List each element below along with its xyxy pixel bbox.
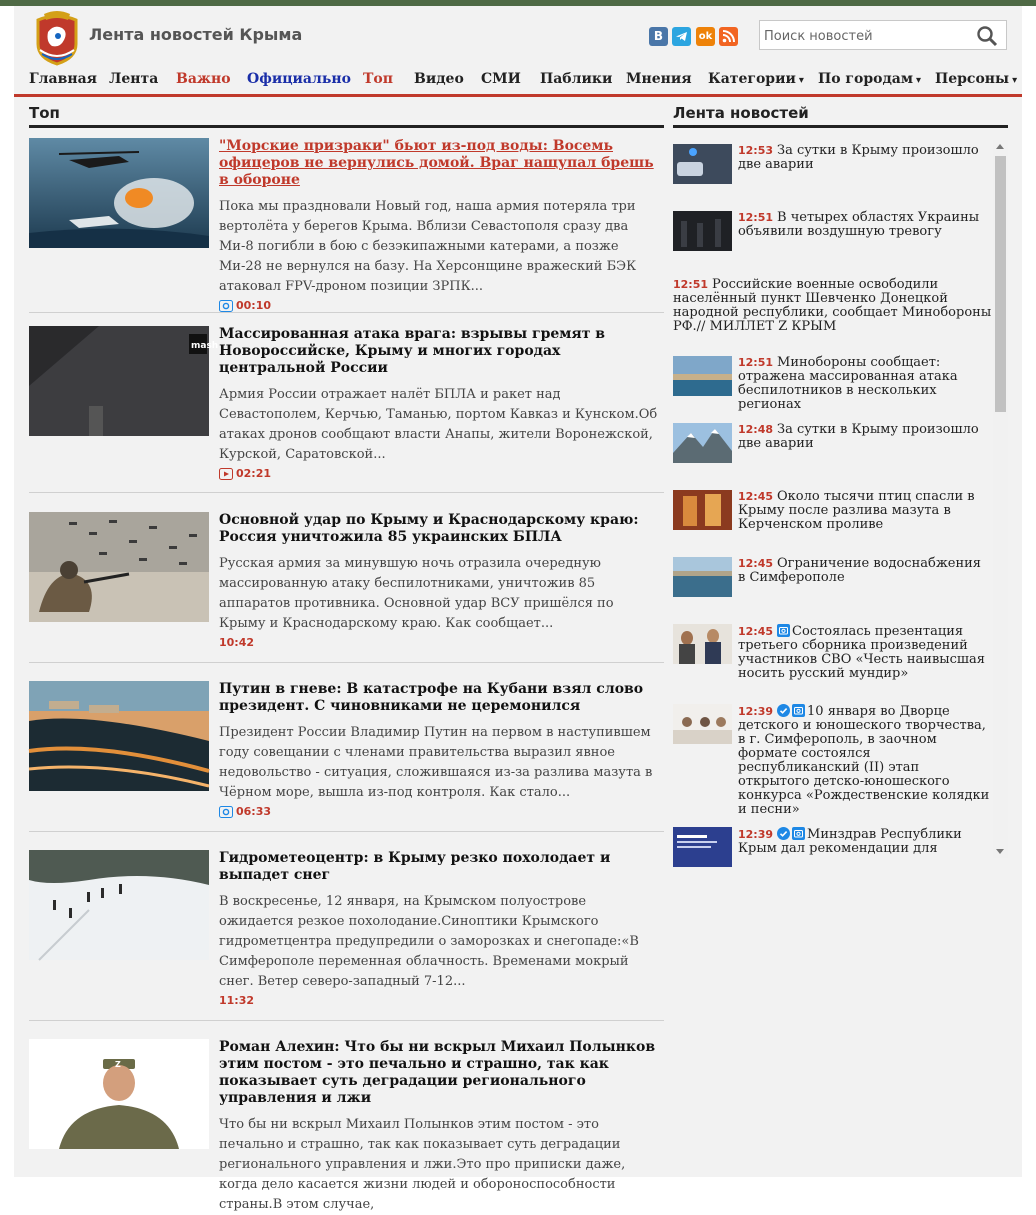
feed-thumbnail[interactable] [673,144,732,184]
article-meta [219,805,664,818]
feed-headline: Минобороны сообщает: отражена массированная атака беспилотников в нескольких регионах [738,355,958,412]
article-time: 00:10 [236,299,272,312]
feed-headline: 10 января во Дворце детского и юношеского творчества, в г. Симферополь, в заочном формате состоялся республиканский (II) этап открытого детско-юношеского конкурса «Рождественские колядки и песни» [738,704,990,817]
feed-thumbnail[interactable] [673,624,732,664]
chevron-down-icon: ▾ [916,75,922,86]
nav-item-feed[interactable]: Лента [109,71,159,87]
article-excerpt: Пока мы праздновали Новый год, наша армия потеряла три вертолёта у берегов Крыма. Вблизи Севастополя сразу два Ми-8 погибли в бою с безэкипажными катерами, а позже Ми-28 не вернулся на базу. На Херсонщине вражеский БЭК атаковал FPV-дроном позиции ЗРПК... [219,199,637,294]
nav-item-important[interactable]: Важно [176,71,231,87]
feed-item[interactable] [672,490,992,534]
feed-item[interactable] [672,278,992,336]
nav-item-top[interactable]: Топ [363,71,394,87]
article-card [29,1039,664,1212]
article-title[interactable]: Гидрометеоцентр: в Крыму резко похолодает и выпадет снег [219,850,611,883]
photo-icon [792,827,805,840]
feed-item[interactable] [672,624,992,682]
nav-item-opinions[interactable]: Мнения [626,71,692,87]
article-title[interactable]: "Морские призраки" бьют из-под воды: Восемь офицеров не вернулись домой. Враг нащупал брешь в обороне [219,138,654,188]
telegram-icon[interactable] [672,27,691,46]
search-box [759,20,1007,50]
vk-icon[interactable]: В [649,27,668,46]
crimea-coat-of-arms-logo[interactable] [34,10,80,66]
article-time: 02:21 [236,467,272,480]
article-excerpt: Президент России Владимир Путин на первом в наступившем году совещании с членами правительства выразил явное недовольство - ситуация, сложившаяся из-за разлива мазута в Чёрном море, вышла из-под контроля. Как стало... [219,725,653,800]
scroll-down-arrow-icon[interactable] [996,849,1004,854]
verified-icon [777,704,790,717]
feed-time: 12:39 [738,828,774,841]
section-divider [673,125,1008,128]
article-meta [219,636,664,649]
article-excerpt: Армия России отражает налёт БПЛА и ракет над Севастополем, Керчью, Таманью, портом Кавказ и Кунском.Об атаках дронов сообщают власти Анапы, жители Воронежской, Курской, Саратовской... [219,387,658,462]
feed-item[interactable] [672,557,992,601]
search-input[interactable] [762,24,971,48]
feed-time: 12:53 [738,144,774,157]
feed-time: 12:45 [738,490,774,503]
article-card [29,512,664,663]
feed-thumbnail[interactable] [673,704,732,744]
article-time: 11:32 [219,994,255,1007]
article-thumbnail[interactable] [29,512,209,622]
thumb-watermark: mash [191,341,219,351]
section-heading-feed: Лента новостей [673,104,809,122]
article-thumbnail[interactable] [29,681,209,791]
article-title[interactable]: Основной удар по Крыму и Краснодарскому краю: Россия уничтожила 85 украинских БПЛА [219,512,639,545]
article-card [29,681,664,832]
feed-headline: За сутки в Крыму произошло две аварии [738,143,979,172]
article-title[interactable]: Массированная атака врага: взрывы гремят в Новороссийске, Крыму и многих городах центральной России [219,326,606,376]
feed-thumbnail[interactable] [673,490,732,530]
photo-icon [219,806,233,818]
feed-thumbnail[interactable] [673,557,732,597]
article-thumbnail[interactable] [29,138,209,248]
feed-headline: Ограничение водоснабжения в Симферополе [738,556,982,585]
feed-thumbnail[interactable] [673,423,732,463]
photo-icon [777,624,790,637]
feed-item[interactable] [672,211,992,255]
article-excerpt: В воскресенье, 12 января, на Крымском полуострове ожидается резкое похолодание.Синоптики Крымского гидрометцентра предупредили о заморозках и снегопаде:«В Симферополе переменная облачность. Временами мокрый снег. Ветер северо-западный 7-12... [219,894,639,989]
article-title[interactable]: Роман Алехин: Что бы ни вскрыл Михаил Полынков этим постом - это печально и страшно, так как показывает суть деградации регионального управления и лжи [219,1039,656,1106]
feed-headline: Российские военные освободили населённый пункт Шевченко Донецкой народной республики, сообщает Минобороны РФ.// МИЛЛЕТ Z КРЫМ [673,277,992,334]
section-heading-top: Топ [29,104,60,122]
verified-icon [777,827,790,840]
feed-headline: За сутки в Крыму произошло две аварии [738,422,979,451]
article-meta [219,994,664,1007]
article-title[interactable]: Путин в гневе: В катастрофе на Кубани взял слово президент. С чиновниками не церемонился [219,681,644,714]
article-time: 06:33 [236,805,272,818]
article-meta [219,299,664,312]
article-meta [219,467,664,480]
feed-time: 12:48 [738,423,774,436]
chevron-down-icon: ▾ [798,75,804,86]
feed-time: 12:45 [738,557,774,570]
feed-headline: В четырех областях Украины объявили воздушную тревогу [738,210,980,239]
chevron-down-icon: ▾ [1012,75,1018,86]
article-thumbnail[interactable] [29,850,209,960]
feed-headline: Минздрав Республики Крым дал рекомендации для [738,827,962,856]
site-header [14,6,1022,66]
feed-scrollbar[interactable] [993,140,1008,858]
feed-item[interactable] [672,704,992,817]
photo-icon [792,704,805,717]
article-card [29,138,664,313]
nav-item-official[interactable]: Официально [247,71,351,87]
nav-item-publics[interactable]: Паблики [540,71,613,87]
feed-thumbnail[interactable] [673,211,732,251]
nav-item-categories[interactable]: Категории ▾ [708,71,804,87]
article-excerpt: Что бы ни вскрыл Михаил Полынков этим постом - это печально и страшно, так как показывает суть деградации регионального управления и лжи.Это про приписки даже, когда дело касается жизни людей и обороноспособности страны.В этом случае, [219,1117,626,1212]
article-card [29,850,664,1021]
article-time: 10:42 [219,636,255,649]
nav-item-persons[interactable]: Персоны ▾ [935,71,1018,87]
site-title[interactable]: Лента новостей Крыма [89,25,303,44]
feed-time: 12:45 [738,625,774,638]
feed-item[interactable] [672,144,992,188]
feed-time: 12:51 [738,211,774,224]
feed-item[interactable] [672,423,992,467]
main-navigation [14,66,1022,97]
article-thumbnail[interactable] [29,1039,209,1149]
feed-item[interactable] [672,827,992,858]
scroll-up-arrow-icon[interactable] [996,144,1004,149]
nav-item-video[interactable]: Видео [414,71,464,87]
svg-text:Z: Z [115,1060,121,1069]
nav-item-cities[interactable]: По городам ▾ [818,71,922,87]
feed-item[interactable] [672,355,992,412]
feed-time: 12:51 [673,278,709,291]
article-excerpt: Русская армия за минувшую ночь отразила очередную массированную атаку беспилотниками, уничтожив 85 аппаратов противника. Основной удар ВСУ пришёлся по Крыму и Краснодарскому краю. Как сообщает... [219,556,614,631]
feed-headline: Состоялась презентация третьего сборника произведений участников СВО «Честь наивысшая носить русский мундир» [738,624,985,681]
rss-icon[interactable] [719,27,738,46]
section-divider [29,125,664,128]
photo-icon [219,300,233,312]
feed-thumbnail[interactable] [673,827,732,867]
feed-time: 12:51 [738,356,774,369]
feed-headline: Около тысячи птиц спасли в Крыму после разлива мазута в Керченском проливе [738,489,975,532]
scrollbar-thumb[interactable] [995,156,1006,412]
news-feed [672,140,1008,858]
odnoklassniki-icon[interactable]: ok [696,27,715,46]
article-thumbnail[interactable] [29,326,219,436]
feed-thumbnail[interactable] [673,356,732,396]
video-icon [219,468,233,480]
article-card [29,326,664,493]
feed-time: 12:39 [738,705,774,718]
search-icon[interactable] [976,25,998,47]
nav-item-media[interactable]: СМИ [481,71,521,87]
nav-item-home[interactable]: Главная [29,71,97,87]
